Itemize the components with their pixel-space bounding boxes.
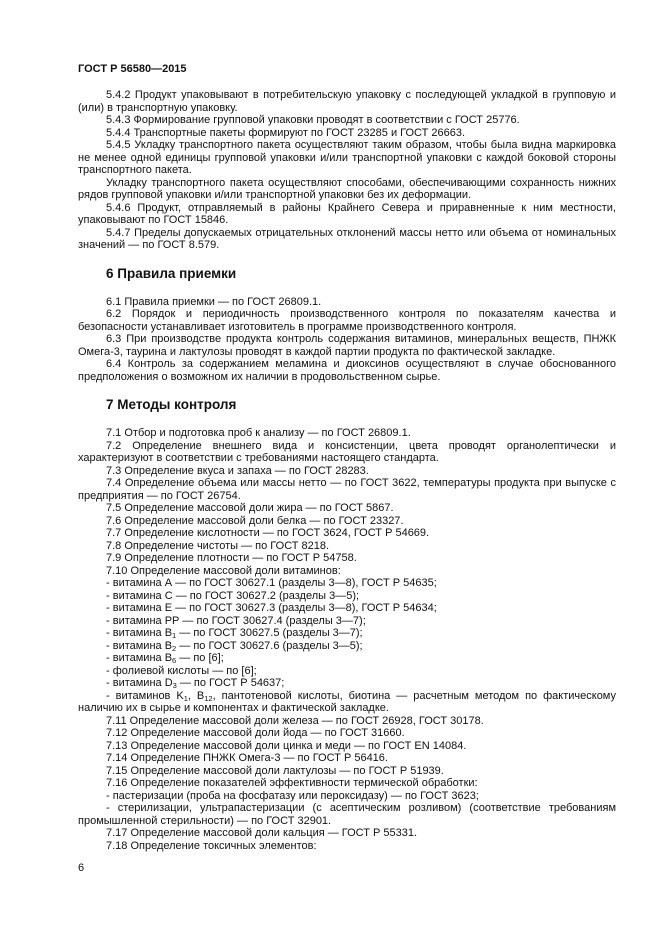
paragraph: 7.9 Определение плотности — по ГОСТ Р 54758. [106, 552, 357, 564]
paragraph: - витамина Е — по ГОСТ 30627.3 (разделы 3—8), ГОСТ Р 54634; [106, 602, 437, 614]
paragraph: 5.4.7 Пределы допускаемых отрицательных отклонений массы нетто или объема от номинальных значений — по ГОСТ 8.579. [78, 226, 616, 251]
paragraph: 5.4.3 Формирование групповой упаковки проводят в соответствии с ГОСТ 25776. [106, 114, 520, 126]
text-segment: - витамина В [106, 639, 173, 652]
paragraph: 6.2 Порядок и периодичность производственного контроля по показателям качества и безопасности устанавливает изготовитель в программе производственного контроля. [78, 308, 616, 333]
document-code-header: ГОСТ Р 56580—2015 [78, 63, 187, 75]
paragraph: 7.7 Определение кислотности — по ГОСТ 3624, ГОСТ Р 54669. [106, 527, 430, 539]
paragraph: 5.4.2 Продукт упаковывают в потребительскую упаковку с последующей укладкой в групповую и (или) в транспортную упаковку. [78, 89, 616, 114]
subscript: 6 [172, 656, 177, 665]
page-number: 6 [78, 862, 85, 874]
paragraph: - витамина РР — по ГОСТ 30627.4 (разделы 3—7); [106, 614, 366, 627]
text-segment: - витамина В [106, 652, 173, 664]
paragraph: - фолиевой кислоты — по [6]; [106, 664, 257, 677]
paragraph [78, 677, 616, 690]
paragraph: 7.14 Определение ПНЖК Омега-3 — по ГОСТ Р 56416. [106, 752, 388, 764]
subscript: 1 [183, 693, 188, 703]
paragraph: 5.4.6 Продукт, отправляемый в районы Крайнего Севера и приравненные к ним местности, упаковывают по ГОСТ 15846. [78, 201, 616, 226]
paragraph: 7.6 Определение массовой доли белка — по ГОСТ 23327. [106, 514, 404, 527]
paragraph: 7.17 Определение массовой доли кальция — ГОСТ Р 55331. [106, 827, 418, 839]
text-segment: - витамина D [106, 677, 173, 689]
text-segment: — по ГОСТ 30627.5 (разделы 3—7); [176, 627, 363, 639]
paragraph: 5.4.4 Транспортные пакеты формируют по ГОСТ 23285 и ГОСТ 26663. [106, 126, 466, 139]
paragraph: - пастеризации (проба на фосфатазу или пероксидазу) — по ГОСТ 3623; [106, 789, 479, 802]
paragraph: Укладку транспортного пакета осуществляют способами, обеспечивающими сохранность нижних рядов групповой упаковки и/или транспортной упаковки без их деформации. [78, 176, 616, 201]
paragraph: 7.18 Определение токсичных элементов: [106, 839, 317, 852]
paragraph: 7.5 Определение массовой доли жира — по ГОСТ 5867. [106, 502, 394, 514]
section-heading: 7 Методы контроля [106, 397, 237, 412]
text-segment: — по [6]; [176, 652, 224, 664]
paragraph [78, 652, 616, 665]
paragraph: 7.10 Определение массовой доли витаминов: [106, 564, 341, 577]
text-segment: - витамина В [106, 627, 173, 639]
paragraph: 6.3 При производстве продукта контроль содержания витаминов, минеральных веществ, ПНЖК Омега-3, таурина и лактулозы проводят в каждой партии продукта по фактической закладке. [78, 333, 616, 358]
paragraph: 7.1 Отбор и подготовка проб к анализу — по ГОСТ 26809.1. [106, 427, 411, 439]
text-segment: , пантотеновой кислоты, биотина — расчетным методом по фактическому наличию их в сырье и компонентах и фактической закладке. [78, 689, 616, 714]
document-body [78, 89, 616, 852]
paragraph: 6.1 Правила приемки — по ГОСТ 26809.1. [106, 295, 322, 308]
paragraph: 5.4.5 Укладку транспортного пакета осуществляют таким образом, чтобы была видна маркировка не менее одной единицы групповой упаковки и/или транспортной упаковки с каждой боковой стороны транспортного пакета. [78, 139, 616, 176]
paragraph: 6.4 Контроль за содержанием меламина и диоксинов осуществляют в случае обоснованного предположения о возможном их наличии в продовольственном сырье. [78, 358, 616, 383]
paragraph: 7.13 Определение массовой доли цинка и меди — по ГОСТ EN 14084. [106, 739, 467, 752]
subscript: 2 [172, 643, 177, 653]
paragraph: - стерилизации, ультрапастеризации (с асептическим розливом) (соответствие требованиям промышленной стерильности) — по ГОСТ 32901. [78, 802, 616, 827]
paragraph: - витамина А — по ГОСТ 30627.1 (разделы 3—8), ГОСТ Р 54635; [106, 577, 437, 589]
text-segment: , В [187, 689, 205, 702]
text-segment: — по ГОСТ Р 54637; [176, 677, 285, 689]
subscript: 3 [172, 681, 177, 690]
paragraph: 7.12 Определение массовой доли йода — по ГОСТ 31660. [106, 727, 405, 739]
paragraph: 7.16 Определение показателей эффективности термической обработки: [106, 777, 478, 789]
subscript: 12 [204, 693, 213, 703]
paragraph [78, 627, 616, 640]
text-segment: - витаминов K [106, 689, 184, 702]
paragraph: 7.4 Определение объема или массы нетто — по ГОСТ 3622, температуры продукта при выпуске с предприятия — по ГОСТ 26754. [78, 477, 616, 502]
text-segment: — по ГОСТ 30627.6 (разделы 3—5); [176, 639, 363, 652]
paragraph [78, 640, 616, 653]
subscript: 1 [172, 631, 177, 640]
paragraph [78, 690, 616, 715]
paragraph: 7.8 Определение чистоты — по ГОСТ 8218. [106, 539, 330, 552]
paragraph: 7.15 Определение массовой доли лактулозы — по ГОСТ Р 51939. [106, 764, 444, 777]
paragraph: 7.2 Определение внешнего вида и консистенции, цвета проводят органолептически и характеризуют в соответствии с требованиями настоящего стандарта. [78, 439, 616, 464]
section-heading: 6 Правила приемки [106, 265, 237, 281]
paragraph: 7.3 Определение вкуса и запаха — по ГОСТ 28283. [106, 464, 369, 477]
paragraph: 7.11 Определение массовой доли железа — по ГОСТ 26928, ГОСТ 30178. [106, 714, 484, 727]
paragraph: - витамина С — по ГОСТ 30627.2 (разделы 3—5); [106, 589, 360, 602]
